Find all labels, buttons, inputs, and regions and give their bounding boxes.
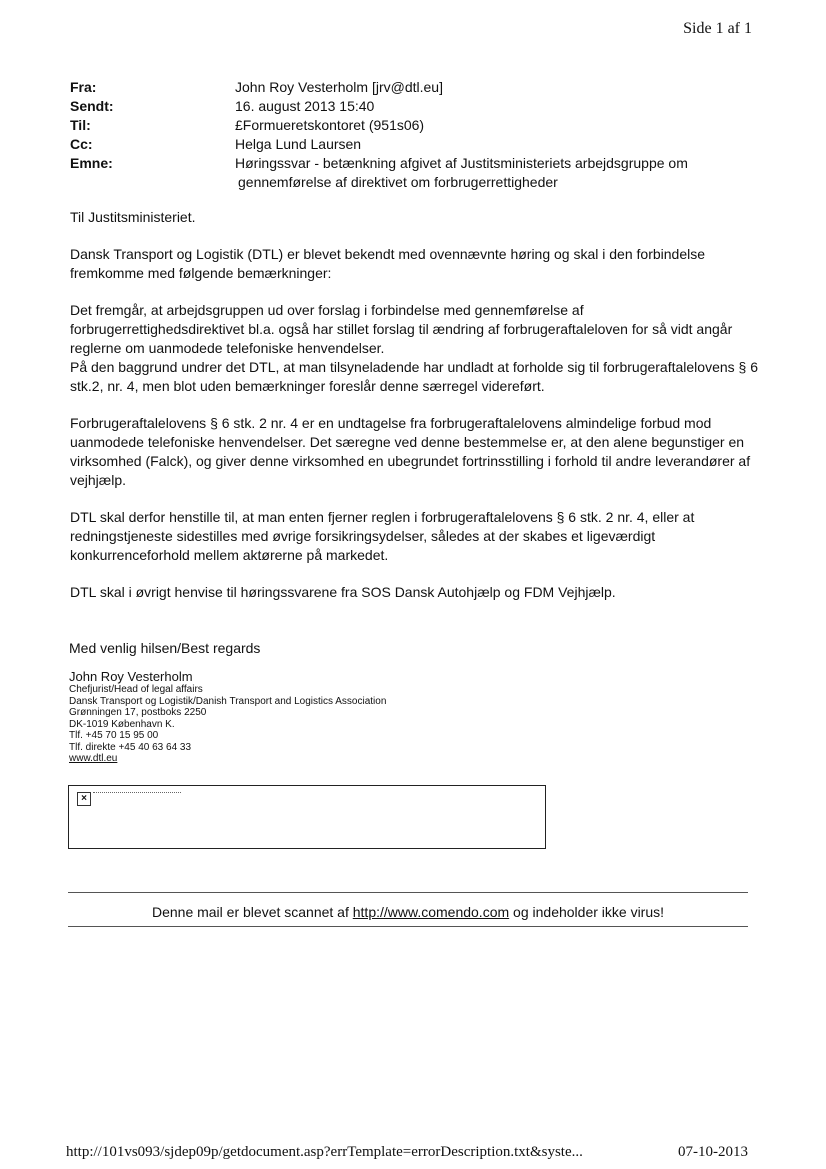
email-headers	[70, 78, 770, 192]
page-number-header: Side 1 af 1	[683, 20, 752, 37]
paragraph-5: DTL skal i øvrigt henvise til høringssvarene fra SOS Dansk Autohjælp og FDM Vejhjælp.	[70, 584, 616, 600]
paragraph-1: Dansk Transport og Logistik (DTL) er blevet bekendt med ovennævnte høring og skal i den forbindelse fremkomme med følgende bemærkninger:	[70, 246, 706, 281]
header-sent	[70, 97, 770, 116]
divider-top	[68, 892, 748, 893]
subject-value: Høringssvar - betænkning afgivet af Justitsministeriets arbejdsgruppe om	[235, 155, 688, 171]
header-from	[70, 78, 770, 97]
header-subject	[70, 154, 770, 173]
email-body	[70, 208, 760, 620]
header-label: Sendt:	[70, 98, 114, 114]
footer-date: 07-10-2013	[678, 1144, 748, 1160]
signature-phone: Tlf. +45 70 15 95 00	[69, 730, 159, 741]
print-footer	[66, 1144, 748, 1161]
signature-organization: Dansk Transport og Logistik/Danish Transport and Logistics Association	[69, 695, 387, 707]
divider-bottom	[68, 926, 748, 927]
header-subject-cont	[70, 173, 770, 192]
salutation: Til Justitsministeriet.	[70, 209, 196, 225]
signature-name: John Roy Vesterholm	[69, 669, 193, 684]
paragraph-2	[70, 301, 760, 396]
paragraph-3: Forbrugeraftalelovens § 6 stk. 2 nr. 4 er en undtagelse fra forbrugeraftalelovens almindelige forbud mod uanmodede telefoniske henvendelser. Det særegne ved denne bestemmelse er, at den alene begunstiger en virksomhed (Falck), og giver denne virksomhed en ubegrundet fortrinsstilling i forhold til andre leverandører af vejhjælp.	[70, 415, 751, 488]
paragraph-2-text: Det fremgår, at arbejdsgruppen ud over forslag i forbindelse med gennemførelse af forbrugerrettighedsdirektivet bl.a. også har stillet forslag til ændring af forbrugeraftaleloven for så vidt angår reglerne om uanmodede telefoniske henvendelser.	[70, 302, 733, 356]
closing-greeting: Med venlig hilsen/Best regards	[69, 640, 261, 656]
to-value: £Formueretskontoret (951s06)	[235, 117, 425, 133]
header-cc	[70, 135, 770, 154]
scan-notice-before: Denne mail er blevet scannet af	[151, 904, 353, 920]
paragraph-2-cont: På den baggrund undrer det DTL, at man tilsyneladende har undladt at forholde sig til forbrugeraftalelovens § 6 stk.2, nr. 4, men blot uden bemærkninger foreslår denne særregel videreført.	[70, 359, 758, 394]
image-placeholder-box	[68, 785, 546, 849]
paragraph-4: DTL skal derfor henstille til, at man enten fjerner reglen i forbrugeraftalelovens § 6 stk. 2 nr. 4, eller at redningstjeneste sidestilles med øvrige forsikringsydelser, således at der skabes et ligeværdigt konkurrenceforhold mellem aktørerne på markedet.	[70, 509, 695, 563]
header-label: Til:	[70, 117, 91, 133]
header-label: Cc:	[70, 136, 93, 152]
footer-url: http://101vs093/sjdep09p/getdocument.asp?errTemplate=errorDescription.txt&syste...	[66, 1144, 583, 1160]
virus-scan-notice	[68, 904, 748, 920]
comendo-link[interactable]: http://www.comendo.com	[352, 904, 510, 920]
signature-address-city: DK-1019 København K.	[69, 718, 175, 730]
signature-title: Chefjurist/Head of legal affairs	[69, 684, 203, 695]
from-value: John Roy Vesterholm [jrv@dtl.eu]	[235, 79, 443, 95]
broken-image-icon: ×	[77, 792, 91, 806]
image-caption-line	[93, 792, 181, 793]
signature-address-street: Grønningen 17, postboks 2250	[69, 707, 207, 718]
cc-value: Helga Lund Laursen	[235, 136, 362, 152]
scan-notice-after: og indeholder ikke virus!	[509, 904, 665, 920]
signature-website-link[interactable]: www.dtl.eu	[69, 753, 118, 764]
subject-value-cont: gennemførelse af direktivet om forbrugerrettigheder	[238, 174, 558, 190]
header-to	[70, 116, 770, 135]
signature-direct-phone: Tlf. direkte +45 40 63 64 33	[69, 741, 192, 753]
header-label: Emne:	[70, 155, 113, 171]
signature	[69, 640, 669, 765]
header-label: Fra:	[70, 79, 97, 95]
sent-value: 16. august 2013 15:40	[235, 98, 375, 114]
